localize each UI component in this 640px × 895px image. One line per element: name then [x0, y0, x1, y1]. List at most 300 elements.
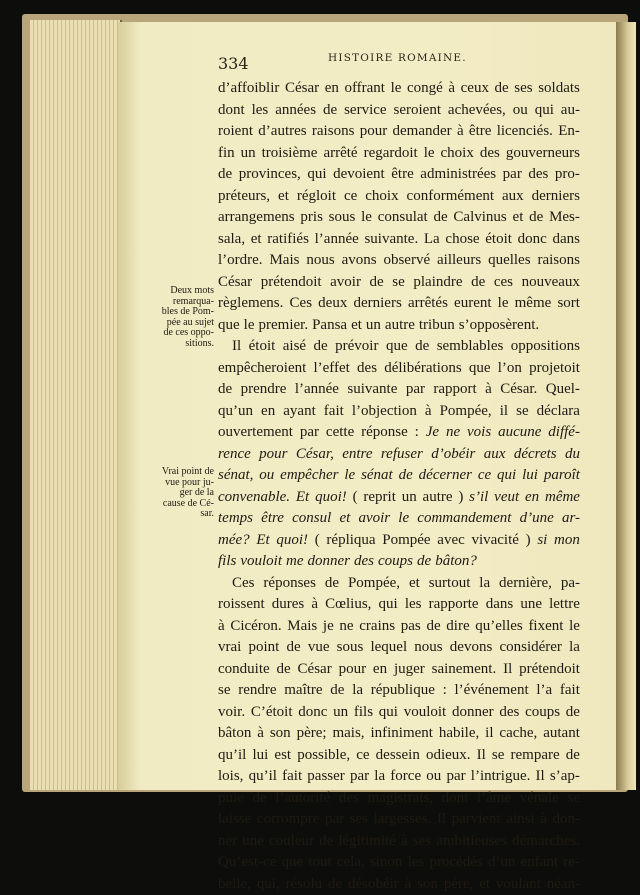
text-line — [218, 78, 580, 100]
word: résolu — [285, 874, 322, 895]
word: tout — [308, 852, 331, 874]
text-line — [218, 379, 580, 401]
word: aucune — [498, 422, 541, 444]
word: être — [261, 508, 284, 530]
word: régloit — [297, 186, 336, 208]
word: sous — [329, 207, 356, 229]
word: qui — [379, 594, 398, 616]
word: du — [565, 444, 580, 466]
word: à — [448, 78, 455, 100]
word: laisse — [218, 809, 251, 831]
word: ce — [344, 186, 357, 208]
word: donc — [298, 702, 327, 724]
word: sala, — [218, 229, 245, 251]
word: se — [516, 401, 529, 423]
word: maître — [284, 680, 322, 702]
word: légitimité — [338, 831, 396, 853]
word: s’ap- — [550, 766, 580, 788]
text-line — [218, 229, 580, 251]
text-line — [218, 121, 580, 143]
word: une — [242, 831, 264, 853]
word: de — [370, 272, 384, 294]
word: années — [275, 100, 316, 122]
word: de — [218, 379, 232, 401]
word: pour — [259, 444, 287, 466]
word: Il — [536, 766, 545, 788]
word: Quel- — [546, 379, 580, 401]
word: les — [252, 100, 269, 122]
word: ouvertement — [218, 422, 293, 444]
word: dures — [272, 594, 305, 616]
word: pour — [339, 659, 367, 681]
word: qui — [307, 164, 326, 186]
word: à — [485, 379, 492, 401]
word: donner — [308, 551, 351, 573]
word: aux — [484, 444, 506, 466]
word: Pansa — [312, 315, 347, 337]
word: le — [424, 143, 435, 165]
word: largesses. — [374, 809, 432, 831]
word: dans — [552, 229, 580, 251]
word: Qu’est-ce — [218, 852, 276, 874]
word: de — [399, 465, 413, 487]
word: qui — [535, 100, 554, 122]
word: de — [566, 702, 580, 724]
word: enfant — [521, 852, 558, 874]
word: avoir — [330, 272, 361, 294]
word: préteurs, — [218, 186, 270, 208]
word: de — [529, 207, 543, 229]
word: je — [323, 616, 334, 638]
word: lui — [252, 745, 268, 767]
word: ailleurs — [437, 250, 481, 272]
word: service — [344, 100, 386, 122]
word: veut — [494, 487, 519, 509]
word: crains — [359, 616, 395, 638]
word: don- — [552, 809, 580, 831]
word: Pompée, — [348, 573, 400, 595]
word: décerner — [419, 465, 472, 487]
word: qu’il — [218, 745, 246, 767]
word: Pompée, — [440, 401, 492, 423]
word: raisons — [537, 250, 580, 272]
word: lois, — [218, 766, 243, 788]
word: de — [495, 78, 509, 100]
word: se — [218, 680, 231, 702]
word: fixent — [528, 616, 563, 638]
word: s’il — [469, 487, 488, 509]
word: plaindre — [413, 272, 462, 294]
word: quoi! — [276, 530, 308, 552]
text-line — [218, 444, 580, 466]
margin-note-line: Vrai point de — [150, 467, 214, 478]
word: empêcheroient — [218, 358, 306, 380]
text-line — [218, 207, 580, 229]
word: il — [500, 401, 508, 423]
word: la — [374, 766, 385, 788]
word: que — [281, 852, 303, 874]
word: César. — [500, 379, 537, 401]
word: est — [274, 745, 291, 767]
word: tribun — [419, 315, 455, 337]
word: devons — [450, 637, 493, 659]
word: diffé- — [548, 422, 580, 444]
word: consulat — [378, 207, 428, 229]
word: bâton? — [435, 551, 477, 573]
word: ayant — [283, 401, 315, 423]
word: : — [415, 422, 419, 444]
word: un — [241, 143, 256, 165]
word: pour — [360, 121, 388, 143]
word: premier. — [259, 315, 309, 337]
word: se — [567, 788, 580, 810]
word: autre — [385, 315, 415, 337]
word: fils — [354, 702, 373, 724]
word: lettre — [549, 594, 580, 616]
word: Pompée — [382, 530, 430, 552]
word: projetoit — [529, 358, 580, 380]
word: décrets — [514, 444, 557, 466]
word: fait — [282, 766, 302, 788]
word: vivacité — [471, 530, 518, 552]
word: avons — [342, 250, 377, 272]
word: et — [251, 229, 262, 251]
word: de — [417, 551, 431, 573]
word: possible, — [297, 745, 350, 767]
word: pris — [300, 207, 323, 229]
word: l’autorité — [275, 788, 330, 810]
word: un — [366, 315, 381, 337]
word: donner — [452, 702, 494, 724]
word: qu’il — [249, 766, 277, 788]
word: se — [492, 745, 505, 767]
word: choix — [441, 143, 474, 165]
word: dessein — [376, 745, 420, 767]
word: en — [325, 78, 339, 100]
word: refuser — [381, 444, 423, 466]
word: et — [409, 573, 420, 595]
text-line — [218, 250, 580, 272]
word: congé — [407, 78, 443, 100]
word: prendre — [241, 379, 287, 401]
word: cette — [326, 422, 354, 444]
word: par — [503, 164, 522, 186]
word: des — [499, 702, 519, 724]
word: sainement. — [432, 659, 497, 681]
word: César — [285, 78, 319, 100]
word: ses — [350, 809, 368, 831]
text-line — [218, 831, 580, 853]
page-edges — [30, 20, 122, 790]
word: rendre — [238, 680, 276, 702]
word: qui, — [257, 874, 280, 895]
margin-note-line: de ces oppo- — [150, 328, 214, 339]
word: ces — [494, 272, 513, 294]
word: corrompre — [257, 809, 319, 831]
word: dire — [446, 616, 469, 638]
word: quoi! — [315, 487, 347, 509]
word: son — [270, 723, 291, 745]
word: soldats — [538, 78, 580, 100]
word: ceux — [461, 78, 489, 100]
word: sénat, — [218, 465, 253, 487]
word: derniers — [532, 186, 580, 208]
word: prévoir — [335, 336, 378, 358]
word: d’autres — [258, 121, 306, 143]
word: d’obéir — [431, 444, 475, 466]
word: derniers — [353, 293, 401, 315]
word: répliqua — [326, 530, 375, 552]
word: Mais — [269, 250, 299, 272]
word: désobéir — [348, 874, 399, 895]
text-line — [218, 164, 580, 186]
word: Et — [256, 530, 269, 552]
word: vénale — [520, 788, 559, 810]
word: coups — [525, 702, 560, 724]
word: ratifiés — [267, 229, 309, 251]
word: son — [417, 874, 438, 895]
word: par — [300, 422, 319, 444]
text-line — [218, 401, 580, 423]
word: rempare — [511, 745, 560, 767]
word: de — [566, 745, 580, 767]
word: à — [218, 616, 225, 638]
word: procédés — [429, 852, 482, 874]
word: odieux. — [426, 745, 471, 767]
word: l’événement — [455, 680, 529, 702]
page-number: 334 — [218, 54, 249, 73]
word: vrai — [218, 637, 241, 659]
word: règlemens. — [218, 293, 283, 315]
word: commandement — [417, 508, 511, 530]
word: Ces — [232, 573, 255, 595]
word: ner — [218, 831, 237, 853]
word: conformément — [407, 186, 494, 208]
word: devoient — [333, 164, 385, 186]
word: des — [354, 551, 374, 573]
word: re- — [563, 852, 580, 874]
text-line — [218, 293, 580, 315]
word: les — [405, 594, 422, 616]
word: sénat — [361, 465, 393, 487]
word: force — [390, 766, 421, 788]
word: voulant — [496, 874, 541, 895]
word: que — [218, 315, 240, 337]
word: d’une — [520, 508, 554, 530]
word: de — [471, 272, 485, 294]
word: sous — [337, 637, 364, 659]
word: nouveaux — [522, 272, 580, 294]
word: passer — [307, 766, 345, 788]
word: rence — [218, 444, 251, 466]
word: autant — [543, 723, 580, 745]
word: prétendoit — [261, 272, 322, 294]
word: dont — [442, 788, 469, 810]
word: vue — [308, 637, 330, 659]
word: temps — [218, 508, 253, 530]
word: à — [540, 809, 547, 831]
word: ou — [513, 100, 528, 122]
word: à — [457, 121, 464, 143]
word: par — [406, 379, 425, 401]
word: Mes- — [549, 207, 580, 229]
word: provinces, — [239, 164, 301, 186]
word: la — [569, 637, 580, 659]
word: ses — [514, 78, 532, 100]
word: avec — [437, 530, 464, 552]
word: les — [408, 852, 425, 874]
word: empêcher — [280, 465, 338, 487]
word: ou — [259, 465, 274, 487]
word: Calvinus — [453, 207, 506, 229]
text-line — [218, 143, 580, 165]
word: belle, — [218, 874, 251, 895]
text-line — [218, 637, 580, 659]
text-line — [218, 315, 580, 337]
text-line — [218, 874, 580, 895]
word: Je — [426, 422, 439, 444]
word: entre — [342, 444, 372, 466]
word: Il — [437, 809, 446, 831]
word: deux — [318, 293, 347, 315]
word: ) — [526, 530, 531, 552]
word: César — [298, 659, 332, 681]
word: l’ordre. — [218, 250, 263, 272]
word: et — [479, 874, 490, 895]
word: dernière, — [499, 573, 552, 595]
word: d’affoiblir — [218, 78, 279, 100]
word: eurent — [454, 293, 491, 315]
margin-note-line: cause de Cé- — [150, 499, 214, 510]
word: par — [446, 766, 465, 788]
word: déclara — [537, 401, 580, 423]
word: couleur — [269, 831, 314, 853]
word: de — [415, 336, 429, 358]
word: Cicéron. — [230, 616, 281, 638]
word: qu’elles — [475, 616, 522, 638]
word: juger — [394, 659, 425, 681]
word: dont — [218, 100, 245, 122]
margin-note-line: bles de Pom- — [150, 307, 214, 318]
word: et — [339, 508, 350, 530]
word: le — [498, 293, 509, 315]
word: le — [344, 465, 355, 487]
word: le — [244, 315, 255, 337]
word: s’opposèrent. — [459, 315, 539, 337]
word: au- — [561, 100, 580, 122]
word: vouloit — [404, 702, 447, 724]
word: l’effet — [313, 358, 349, 380]
word: le — [398, 508, 409, 530]
word: considérer — [499, 637, 561, 659]
text-line — [218, 272, 580, 294]
word: La — [424, 229, 440, 251]
word: pro- — [555, 164, 580, 186]
word: l’année — [315, 229, 359, 251]
word: de — [426, 616, 440, 638]
word: à — [405, 874, 412, 895]
word: ou — [426, 766, 441, 788]
word: un — [402, 487, 417, 509]
text-line — [218, 422, 580, 444]
word: conduite — [218, 659, 270, 681]
word: fait — [324, 401, 344, 423]
text-line — [218, 616, 580, 638]
word: choix — [365, 186, 398, 208]
word: en — [525, 487, 539, 509]
word: le — [569, 616, 580, 638]
word: par — [325, 809, 344, 831]
word: réponses — [263, 573, 316, 595]
facing-page-edge — [616, 22, 636, 790]
word: le — [391, 78, 402, 100]
word: voir. — [218, 702, 245, 724]
text-line — [218, 186, 580, 208]
word: en — [261, 401, 275, 423]
word: mon — [554, 530, 580, 552]
word: un — [333, 702, 348, 724]
word: mais, — [332, 723, 364, 745]
word: chose — [445, 229, 479, 251]
word: de — [314, 336, 328, 358]
word: être — [391, 164, 413, 186]
word: la — [479, 573, 490, 595]
word: que — [469, 358, 491, 380]
word: avoir — [358, 508, 390, 530]
word: administrées — [420, 164, 496, 186]
word: l’intrigue. — [471, 766, 531, 788]
word: Mais — [287, 616, 317, 638]
text-line — [218, 745, 580, 767]
word: ( — [353, 487, 358, 509]
word: quelles — [488, 250, 531, 272]
word: paroît — [544, 465, 580, 487]
word: fait — [560, 680, 580, 702]
word: lequel — [370, 637, 407, 659]
word: l’a — [536, 680, 552, 702]
word: Cœlius, — [325, 594, 371, 616]
text-line — [218, 508, 580, 530]
word: rapport — [433, 379, 476, 401]
word: ne — [339, 616, 353, 638]
word: de — [277, 659, 291, 681]
word: même — [545, 487, 580, 509]
word: être — [469, 121, 491, 143]
word: de — [218, 164, 232, 186]
text-line — [218, 358, 580, 380]
word: par — [350, 766, 369, 788]
word: d’un — [488, 852, 516, 874]
margin-note-line: vue pour ju- — [150, 478, 214, 489]
word: fin — [218, 143, 235, 165]
word: aux — [502, 186, 524, 208]
word: parvient — [452, 809, 501, 831]
word: même — [515, 293, 552, 315]
word: ses — [413, 831, 431, 853]
word: à — [401, 831, 408, 853]
word: fils — [218, 551, 236, 573]
margin-note-line: Deux mots — [150, 286, 214, 297]
word: bâton — [218, 723, 251, 745]
word: infiniment — [370, 723, 433, 745]
word: et — [351, 315, 362, 337]
text-line — [218, 766, 580, 788]
text-line — [218, 809, 580, 831]
word: ( — [315, 530, 320, 552]
word: arrêté — [323, 143, 357, 165]
word: en — [373, 659, 387, 681]
word: surtout — [429, 573, 471, 595]
